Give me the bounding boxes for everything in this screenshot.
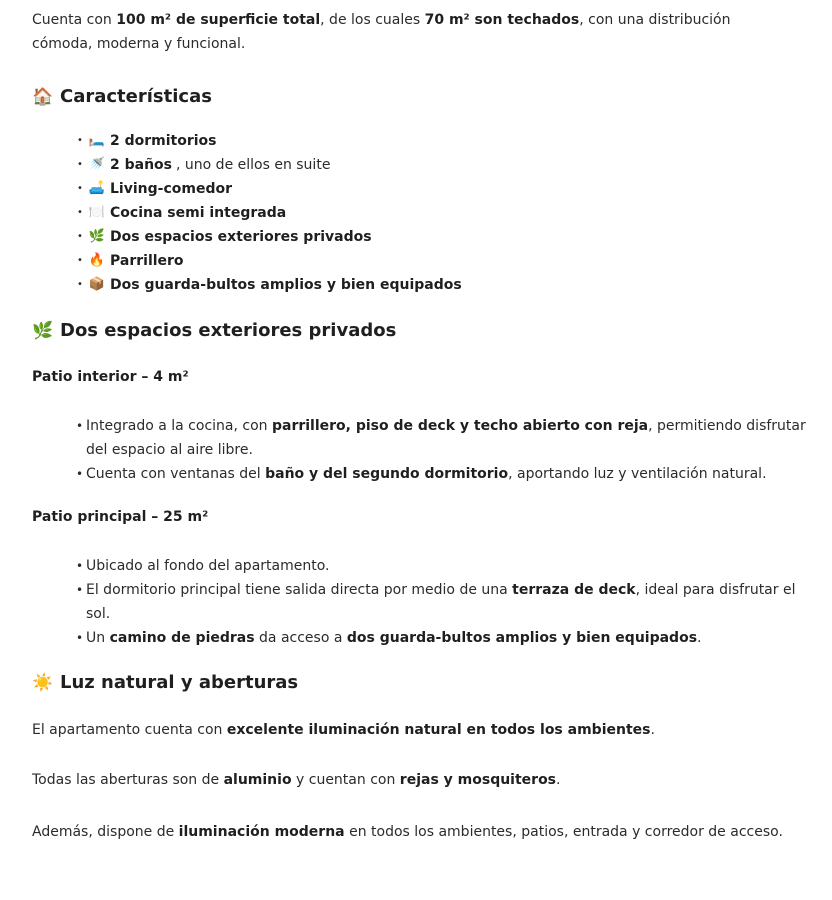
- text: El apartamento cuenta con: [32, 722, 227, 738]
- list-item: [76, 177, 466, 201]
- feature-label: Cocina semi integrada: [110, 205, 287, 221]
- shower-icon: 🚿: [88, 157, 106, 172]
- text: Además, dispone de: [32, 824, 179, 840]
- patio-interior-list: [76, 414, 816, 486]
- luz-paragraph-1: [32, 718, 792, 742]
- bold-text: baño y del segundo dormitorio: [265, 466, 509, 482]
- list-item: [76, 462, 816, 486]
- text: y cuentan con: [291, 772, 400, 788]
- bold-text: rejas y mosquiteros: [399, 772, 557, 788]
- text: Todas las aberturas son de: [32, 772, 224, 788]
- heading-text: Características: [60, 86, 212, 107]
- bold-text: excelente iluminación natural en todos los ambientes: [226, 722, 651, 738]
- list-item: [76, 626, 816, 650]
- couch-icon: 🛋️: [88, 181, 106, 196]
- text: Cuenta con ventanas del: [86, 466, 266, 482]
- text: , ideal para disfrutar el sol.: [86, 582, 796, 622]
- luz-paragraph-2: [32, 768, 792, 792]
- text: .: [556, 772, 561, 788]
- heading-text: Dos espacios exteriores privados: [60, 320, 397, 341]
- list-item: [76, 414, 816, 462]
- house-icon: 🏠: [32, 87, 54, 107]
- list-item: [76, 273, 466, 297]
- intro-bold: 70 m² son techados: [424, 12, 580, 28]
- list-item: [76, 225, 466, 249]
- text: , aportando luz y ventilación natural.: [508, 466, 767, 482]
- bullet-icon: •: [77, 135, 83, 146]
- feature-label: 2 baños: [110, 157, 173, 173]
- text: Un: [86, 630, 110, 646]
- luz-paragraph-3: [32, 820, 792, 844]
- list-item: [76, 129, 466, 153]
- feature-label: Parrillero: [110, 253, 184, 269]
- intro-text: , de los cuales: [320, 12, 425, 28]
- text: Ubicado al fondo del apartamento.: [86, 558, 330, 574]
- intro-paragraph: [32, 8, 792, 56]
- sun-icon: ☀️: [32, 673, 54, 693]
- fire-icon: 🔥: [88, 253, 106, 268]
- feature-label: 2 dormitorios: [110, 133, 217, 149]
- bold-text: iluminación moderna: [178, 824, 345, 840]
- heading-text: Luz natural y aberturas: [60, 672, 299, 693]
- patio-principal-list: [76, 554, 816, 650]
- bullet-icon: •: [77, 279, 83, 290]
- bold-text: terraza de deck: [512, 582, 636, 598]
- heading-caracteristicas: [32, 84, 212, 110]
- list-item: [76, 201, 466, 225]
- subheading-patio-principal: Patio principal – 25 m²: [32, 509, 209, 525]
- herb-icon: 🌿: [32, 321, 54, 341]
- bullet-icon: •: [77, 231, 83, 242]
- heading-exteriores: [32, 318, 396, 344]
- text: da acceso a: [254, 630, 347, 646]
- features-list: [76, 129, 466, 297]
- package-icon: 📦: [88, 277, 106, 292]
- text: en todos los ambientes, patios, entrada y corredor de acceso.: [344, 824, 783, 840]
- plate-icon: 🍽️: [88, 205, 106, 220]
- list-item: [76, 153, 466, 177]
- bold-text: camino de piedras: [109, 630, 255, 646]
- bed-icon: 🛏️: [88, 133, 106, 148]
- list-item: [76, 554, 816, 578]
- list-item: [76, 578, 816, 626]
- feature-label: Living-comedor: [110, 181, 232, 197]
- bold-text: aluminio: [223, 772, 292, 788]
- text: .: [650, 722, 655, 738]
- feature-label: Dos guarda-bultos amplios y bien equipados: [110, 277, 462, 293]
- bold-text: parrillero, piso de deck y techo abierto con reja: [271, 418, 649, 434]
- intro-text: , con una distribución cómoda, moderna y funcional.: [32, 12, 731, 52]
- intro-bold: 100 m² de superficie total: [116, 12, 321, 28]
- herb-icon: 🌿: [88, 229, 106, 244]
- bullet-icon: •: [77, 183, 83, 194]
- bullet-icon: •: [77, 159, 83, 170]
- subheading-patio-interior: Patio interior – 4 m²: [32, 369, 189, 385]
- intro-text: Cuenta con: [32, 12, 117, 28]
- bold-text: dos guarda-bultos amplios y bien equipados: [346, 630, 698, 646]
- bullet-icon: •: [77, 207, 83, 218]
- feature-detail: , uno de ellos en suite: [176, 157, 331, 173]
- feature-label: Dos espacios exteriores privados: [110, 229, 372, 245]
- text: .: [697, 630, 702, 646]
- text: , permitiendo disfrutar del espacio al aire libre.: [86, 418, 806, 458]
- heading-luz: [32, 670, 298, 696]
- list-item: [76, 249, 466, 273]
- text: El dormitorio principal tiene salida directa por medio de una: [86, 582, 513, 598]
- text: Integrado a la cocina, con: [86, 418, 272, 434]
- bullet-icon: •: [77, 255, 83, 266]
